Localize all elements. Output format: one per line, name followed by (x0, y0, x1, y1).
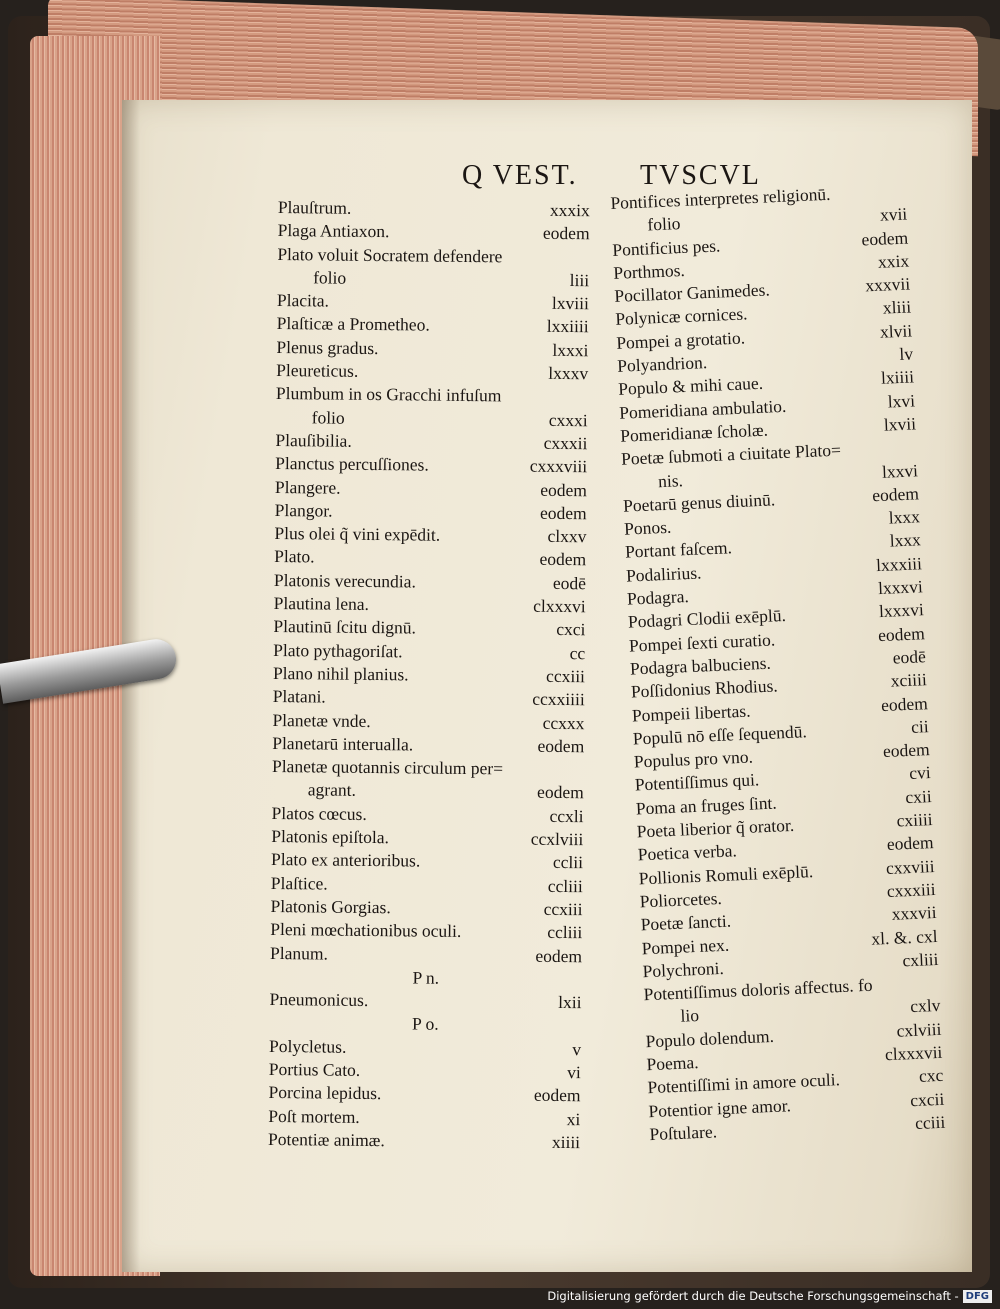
index-entry (275, 429, 587, 456)
folio-number: cxxviii (885, 855, 935, 878)
running-head-left: Q VEST. (462, 160, 578, 191)
folio-number: cxxxi (548, 409, 588, 430)
folio-number: xliii (882, 296, 912, 319)
index-term: Pleni mœchationibus oculi. (270, 919, 462, 942)
index-term: Poetæ ſubmoti a ciuitate Plato= (620, 439, 842, 470)
folio-number: xxxvii (891, 902, 937, 925)
index-entry (268, 1081, 580, 1108)
index-term: P o. (411, 1013, 439, 1035)
folio-number: eodem (877, 622, 926, 645)
folio-number: xlvii (879, 320, 913, 342)
index-term: Pompeii libertas. (631, 700, 751, 726)
index-term: Poetica verba. (637, 840, 738, 865)
index-term: Platonis Gorgias. (270, 895, 391, 918)
index-term: Populo & mihi caue. (617, 373, 764, 400)
folio-number: lxii (558, 992, 582, 1013)
folio-number: eodem (880, 692, 929, 715)
folio-number: lxxx (888, 506, 921, 528)
index-term: Planctus percuſſiones. (275, 453, 429, 475)
index-term: Plato. (274, 546, 315, 567)
index-column-left (268, 196, 590, 1154)
index-term: Pontificius pes. (611, 235, 721, 260)
folio-number: cxc (918, 1065, 944, 1087)
folio-number: eodem (537, 782, 584, 803)
folio-number: cxii (904, 785, 932, 807)
index-term: Polycletus. (268, 1035, 347, 1057)
index-entry (276, 406, 588, 433)
index-term: nis. (657, 469, 684, 491)
index-term: Polychroni. (642, 957, 725, 982)
index-term: Planetæ quotannis circulum per= (271, 756, 504, 779)
folio-number: cvi (908, 762, 932, 784)
folio-number: xl. &. cxl (870, 925, 938, 949)
folio-number (933, 971, 940, 995)
index-term: Populus pro vno. (633, 746, 754, 772)
index-entry (269, 1058, 581, 1085)
folio-number: xiiii (551, 1131, 581, 1153)
index-entry (270, 895, 582, 922)
folio-number: v (572, 1038, 582, 1059)
index-term: Pontifices interpretes religionū. (610, 183, 831, 213)
index-term: Potentior igne amor. (648, 1094, 792, 1121)
index-term: Plautinū ſcitu dignū. (273, 616, 417, 638)
index-entry (276, 336, 588, 363)
index-entry (272, 755, 584, 782)
index-column-right (610, 180, 946, 1147)
index-term: Pomeridiana ambulatio. (618, 395, 787, 423)
index-term: agrant. (307, 779, 356, 801)
folio-number: eodem (539, 502, 587, 524)
index-section-letter (269, 1011, 581, 1038)
folio-number: ccxiii (543, 898, 583, 920)
folio-number: cxxxviii (529, 455, 588, 477)
folio-number: liii (569, 269, 590, 291)
index-term: Portant faſcem. (624, 537, 733, 563)
folio-number: eodem (542, 223, 590, 244)
folio-number: cxlviii (896, 1018, 942, 1041)
folio-number (582, 386, 588, 409)
folio-number: xxxix (549, 199, 590, 221)
folio-number: eodem (539, 549, 587, 570)
index-term: Plangere. (274, 476, 341, 498)
folio-number: cciii (914, 1111, 946, 1133)
index-term: Porthmos. (612, 259, 686, 283)
folio-number: ccxxiiii (532, 688, 585, 710)
index-term: Podalirius. (625, 562, 702, 586)
index-entry (268, 1105, 580, 1132)
index-term: Poma an fruges ſint. (635, 792, 778, 819)
folio-number: ccxiii (546, 665, 586, 687)
index-term: Plato pythagoriſat. (273, 639, 403, 661)
folio-number: eodē (552, 572, 587, 593)
index-entry (269, 1035, 581, 1062)
index-entry (272, 732, 584, 759)
index-term: Planetæ vnde. (272, 709, 371, 731)
index-term: Populū nō eſſe ſequendū. (632, 721, 808, 749)
folio-number: cxcii (909, 1088, 945, 1110)
index-entry (272, 709, 584, 736)
index-term: Poſtulare. (649, 1121, 718, 1145)
folio-number: eodem (886, 832, 934, 855)
folio-number: eodem (537, 735, 585, 757)
folio-number (910, 436, 917, 460)
index-term: lio (680, 1005, 700, 1027)
index-term: Poliorcetes. (639, 887, 723, 912)
footer-text: Digitalisierung gefördert durch die Deutsche Forschungsgemeinschaft - (547, 1289, 959, 1303)
folio-number: lxxiiii (546, 316, 589, 337)
folio-number: eodem (871, 483, 920, 506)
folio-number: cxxxii (543, 432, 588, 454)
index-term: Plano nihil planius. (272, 662, 409, 685)
index-entry (274, 592, 586, 619)
folio-number: lxviii (551, 293, 589, 314)
index-term: Podagri Clodii exēplū. (627, 605, 787, 632)
folio-number: lxxx (889, 529, 922, 552)
index-term: Platos cœcus. (271, 802, 367, 824)
folio-number: eodem (882, 739, 931, 762)
index-entry (270, 918, 582, 945)
index-entry (271, 872, 583, 899)
folio-number: xxxvii (864, 273, 911, 296)
index-term: Plenus gradus. (276, 336, 379, 358)
index-entry (276, 382, 588, 409)
spine-shadow (122, 100, 140, 1272)
index-entry (269, 988, 581, 1015)
index-term: Plauſtrum. (277, 196, 352, 218)
index-term: Potentiſſimus doloris affectus. fo (643, 974, 873, 1005)
index-entry (273, 685, 585, 712)
folio-number: ccliii (547, 922, 583, 943)
folio-number: xvii (879, 203, 908, 226)
folio-number: vi (567, 1062, 581, 1083)
folio-number: clxxxvii (884, 1041, 943, 1065)
index-term: Pompei a grotatio. (615, 327, 746, 353)
folio-number: lxxxvi (878, 599, 925, 622)
folio-number (578, 758, 584, 781)
index-entry (273, 615, 585, 642)
folio-number: eodem (861, 227, 909, 250)
index-term: Platonis verecundia. (273, 569, 416, 592)
folio-number: cii (910, 715, 930, 737)
index-term: Populo dolendum. (645, 1025, 775, 1051)
index-entry (277, 243, 589, 270)
index-entry (274, 569, 586, 596)
dfg-logo: DFG (963, 1290, 992, 1303)
index-term: Plato ex anterioribus. (270, 849, 421, 871)
index-entry (271, 802, 583, 829)
folio-number: ccxli (549, 805, 584, 826)
folio-number: lxiiii (880, 366, 915, 389)
folio-number (900, 180, 907, 204)
index-term: Pollionis Romuli exēplū. (638, 860, 814, 888)
index-term: Pocillator Ganimedes. (613, 279, 771, 307)
index-term: Podagra balbuciens. (629, 652, 772, 679)
index-entry (271, 848, 583, 875)
index-term: Plaſtice. (270, 872, 328, 894)
folio-number: eodem (533, 1085, 581, 1106)
folio-number: eodem (535, 945, 583, 966)
index-term: Poema. (646, 1052, 699, 1075)
folio-number: eodē (892, 646, 927, 668)
folio-number (583, 246, 589, 269)
folio-number: cxxxiii (886, 878, 936, 901)
index-term: Pompei nex. (641, 934, 730, 958)
index-term: Pompei ſexti curatio. (628, 629, 776, 656)
index-entry (273, 639, 585, 666)
folio-number: eodem (540, 479, 588, 500)
folio-number: cxliii (902, 948, 939, 971)
folio-number: cxci (556, 619, 586, 640)
folio-number: cclii (552, 852, 584, 873)
folio-number: cc (569, 642, 586, 663)
folio-number: lxxxi (552, 339, 589, 361)
index-entry (275, 452, 587, 479)
index-term: Platani. (272, 686, 326, 707)
index-term: P n. (412, 967, 440, 988)
index-term: Poſt mortem. (268, 1105, 360, 1127)
index-term: Potentiæ animæ. (268, 1128, 385, 1151)
index-entry (274, 545, 586, 572)
index-entry (272, 778, 584, 805)
index-entry (278, 219, 590, 246)
index-term: Polynicæ cornices. (614, 303, 748, 330)
index-entry (275, 476, 587, 503)
index-term: Portius Cato. (268, 1058, 361, 1080)
index-term: Planum. (269, 942, 329, 964)
folio-number: clxxxvi (533, 595, 586, 617)
index-term: Poſſidonius Rhodius. (630, 675, 779, 702)
index-term: Plautina lena. (273, 593, 370, 615)
index-entry (273, 662, 585, 689)
index-term: Pleureticus. (276, 360, 359, 381)
index-entry (276, 359, 588, 386)
folio-number: lv (898, 343, 914, 365)
folio-number: xxix (877, 250, 910, 272)
index-term: Plangor. (274, 499, 333, 521)
index-term: Poetarū genus diuinū. (622, 489, 776, 516)
index-term: folio (313, 267, 347, 288)
index-section-letter (270, 965, 582, 992)
folio-number: clxxv (547, 525, 587, 547)
index-term: Pomeridianæ ſcholæ. (619, 419, 769, 446)
index-term: folio (311, 407, 345, 428)
index-term: Plaſticæ a Prometheo. (276, 313, 430, 336)
index-entry (274, 522, 586, 549)
folio-number: ccxlviii (530, 828, 584, 850)
index-term: Plumbum in os Gracchi infuſum (275, 383, 502, 406)
index-term: Podagra. (626, 586, 690, 609)
folio-number: lxvi (887, 390, 916, 412)
folio-number: lxxvi (881, 459, 919, 482)
index-entry (278, 196, 590, 223)
index-term: Plus olei q̃ vini expēdit. (274, 523, 441, 545)
index-term: Placita. (276, 290, 330, 311)
index-term: folio (646, 213, 681, 235)
index-term: Potentiſſimus qui. (634, 769, 760, 795)
index-entry (268, 1128, 580, 1155)
index-entry (277, 266, 589, 293)
index-term: Platonis epiſtola. (271, 825, 390, 848)
index-term: Plaga Antiaxon. (277, 220, 390, 242)
folio-number: cxiiii (896, 809, 933, 831)
index-term: Pneumonicus. (269, 989, 369, 1011)
index-term: Potentiſſimi in amore oculi. (647, 1069, 841, 1098)
folio-number: ccxxx (542, 712, 585, 733)
folio-number: lxvii (883, 413, 917, 435)
index-term: Ponos. (623, 516, 672, 539)
folio-number: lxxxvi (877, 576, 924, 599)
index-term: Poeta liberior q̃ orator. (636, 814, 795, 842)
folio-number: ccliii (547, 875, 583, 896)
folio-number: lxxxv (548, 362, 589, 384)
index-entry (277, 289, 589, 316)
index-term: Polyandrion. (616, 352, 708, 376)
index-entry (270, 941, 582, 968)
folio-number: xi (566, 1108, 581, 1129)
index-entry (277, 312, 589, 339)
index-term: Planetarū interualla. (272, 732, 414, 755)
footer (547, 1289, 992, 1303)
running-head-right: TVSCVL (640, 160, 761, 191)
folio-number: xciiii (890, 669, 928, 691)
index-term: Porcina lepidus. (268, 1082, 382, 1104)
folio-number: cxlv (909, 995, 941, 1017)
index-term: Poetæ ſancti. (640, 910, 732, 935)
folio-number: lxxxiii (875, 553, 923, 575)
index-entry (271, 825, 583, 852)
index-term: Plato voluit Socratem defendere (277, 243, 503, 266)
index-entry (275, 499, 587, 526)
index-term: Plauſibilia. (275, 429, 352, 451)
